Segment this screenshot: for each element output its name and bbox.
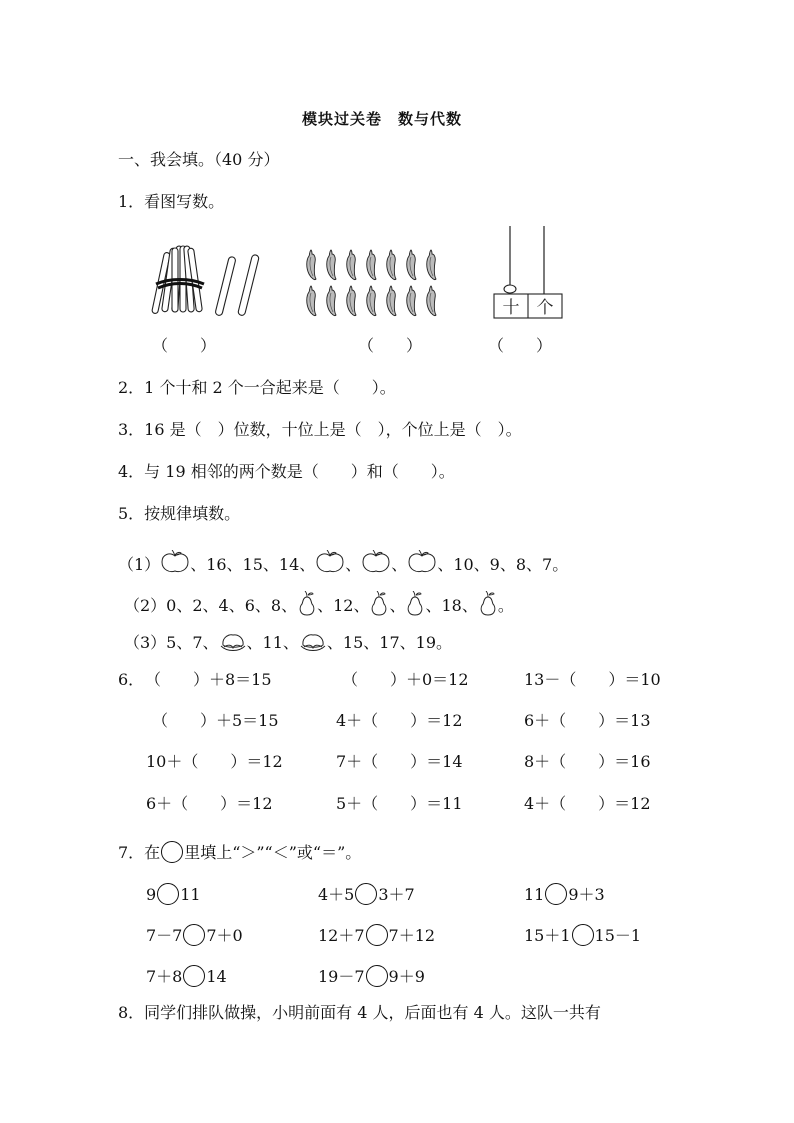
abacus-tens-label: 十 <box>502 298 520 318</box>
pepper-group-image <box>303 248 453 326</box>
equation[interactable]: 7＋（ ）＝14 <box>336 752 463 771</box>
compare-circle[interactable] <box>545 883 567 905</box>
compare-item: 11 9＋3 <box>524 885 605 904</box>
sequence-row-3: （3）5、7、 、11、 、15、17、19。 <box>124 633 453 652</box>
equation[interactable]: （ ）＋8＝15 <box>145 670 272 689</box>
compare-circle[interactable] <box>157 883 179 905</box>
pear-icon[interactable] <box>369 591 389 617</box>
compare-item: 12＋7 7＋12 <box>318 926 436 945</box>
abacus-image <box>490 226 566 320</box>
sequence-row-2: （2）0、2、4、6、8、 、12、 、 、18、 。 <box>124 591 514 617</box>
compare-item: 9 11 <box>146 885 201 904</box>
compare-circle[interactable] <box>366 924 388 946</box>
compare-circle-icon <box>161 841 183 863</box>
equation[interactable]: 13－（ ）＝10 <box>524 670 661 689</box>
apple-icon[interactable] <box>315 550 345 576</box>
equation[interactable]: 4＋（ ）＝12 <box>524 794 651 813</box>
sequence-row-1: （1） 、16、15、14、 、 、 、10、9、8、7。 <box>118 550 568 576</box>
apple-icon[interactable] <box>361 550 391 576</box>
equation[interactable]: 8＋（ ）＝16 <box>524 752 651 771</box>
equation[interactable]: （ ）＋0＝12 <box>342 670 469 689</box>
answer-blank[interactable]: （ ） <box>488 336 553 355</box>
compare-circle[interactable] <box>183 965 205 987</box>
peach-icon[interactable] <box>299 632 327 654</box>
peach-icon[interactable] <box>219 632 247 654</box>
compare-item: 7＋8 14 <box>146 967 227 986</box>
question-6-number: 6． <box>118 670 145 689</box>
equation[interactable]: 6＋（ ）＝13 <box>524 711 651 730</box>
answer-blank[interactable]: （ ） <box>152 336 217 355</box>
answer-blank[interactable]: （ ） <box>358 336 423 355</box>
question-5-label: 5．按规律填数。 <box>118 504 241 523</box>
equation[interactable]: 5＋（ ）＝11 <box>336 794 463 813</box>
compare-item: 4＋5 3＋7 <box>318 885 415 904</box>
pear-icon[interactable] <box>297 591 317 617</box>
compare-item: 19－7 9＋9 <box>318 967 425 986</box>
apple-icon[interactable] <box>160 550 190 576</box>
equation[interactable]: 4＋（ ）＝12 <box>336 711 463 730</box>
compare-circle[interactable] <box>572 924 594 946</box>
question-3: 3．16 是（ ）位数，十位上是（ ），个位上是（ ）。 <box>118 420 522 439</box>
equation[interactable]: （ ）＋5＝15 <box>152 711 279 730</box>
question-1-label: 1．看图写数。 <box>118 192 225 211</box>
compare-item: 7－7 7＋0 <box>146 926 243 945</box>
compare-circle[interactable] <box>183 924 205 946</box>
equation[interactable]: 10＋（ ）＝12 <box>146 752 283 771</box>
question-8: 8．同学们排队做操，小明前面有 4 人，后面也有 4 人。这队一共有 <box>118 1003 601 1022</box>
compare-circle[interactable] <box>355 883 377 905</box>
pear-icon[interactable] <box>478 591 498 617</box>
pear-icon[interactable] <box>405 591 425 617</box>
question-4: 4．与 19 相邻的两个数是（ ）和（ ）。 <box>118 462 455 481</box>
compare-item: 15＋1 15－1 <box>524 926 642 945</box>
question-7-label: 7．在 里填上“＞”“＜”或“＝”。 <box>118 843 362 862</box>
section-heading: 一、我会填。（40 分） <box>118 150 280 169</box>
stick-bundle-image <box>150 244 270 318</box>
apple-icon[interactable] <box>407 550 437 576</box>
abacus-ones-label: 个 <box>536 298 554 318</box>
equation[interactable]: 6＋（ ）＝12 <box>146 794 273 813</box>
page-title: 模块过关卷 数与代数 <box>302 110 463 128</box>
question-2: 2．1 个十和 2 个一合起来是（ ）。 <box>118 378 396 397</box>
compare-circle[interactable] <box>366 965 388 987</box>
